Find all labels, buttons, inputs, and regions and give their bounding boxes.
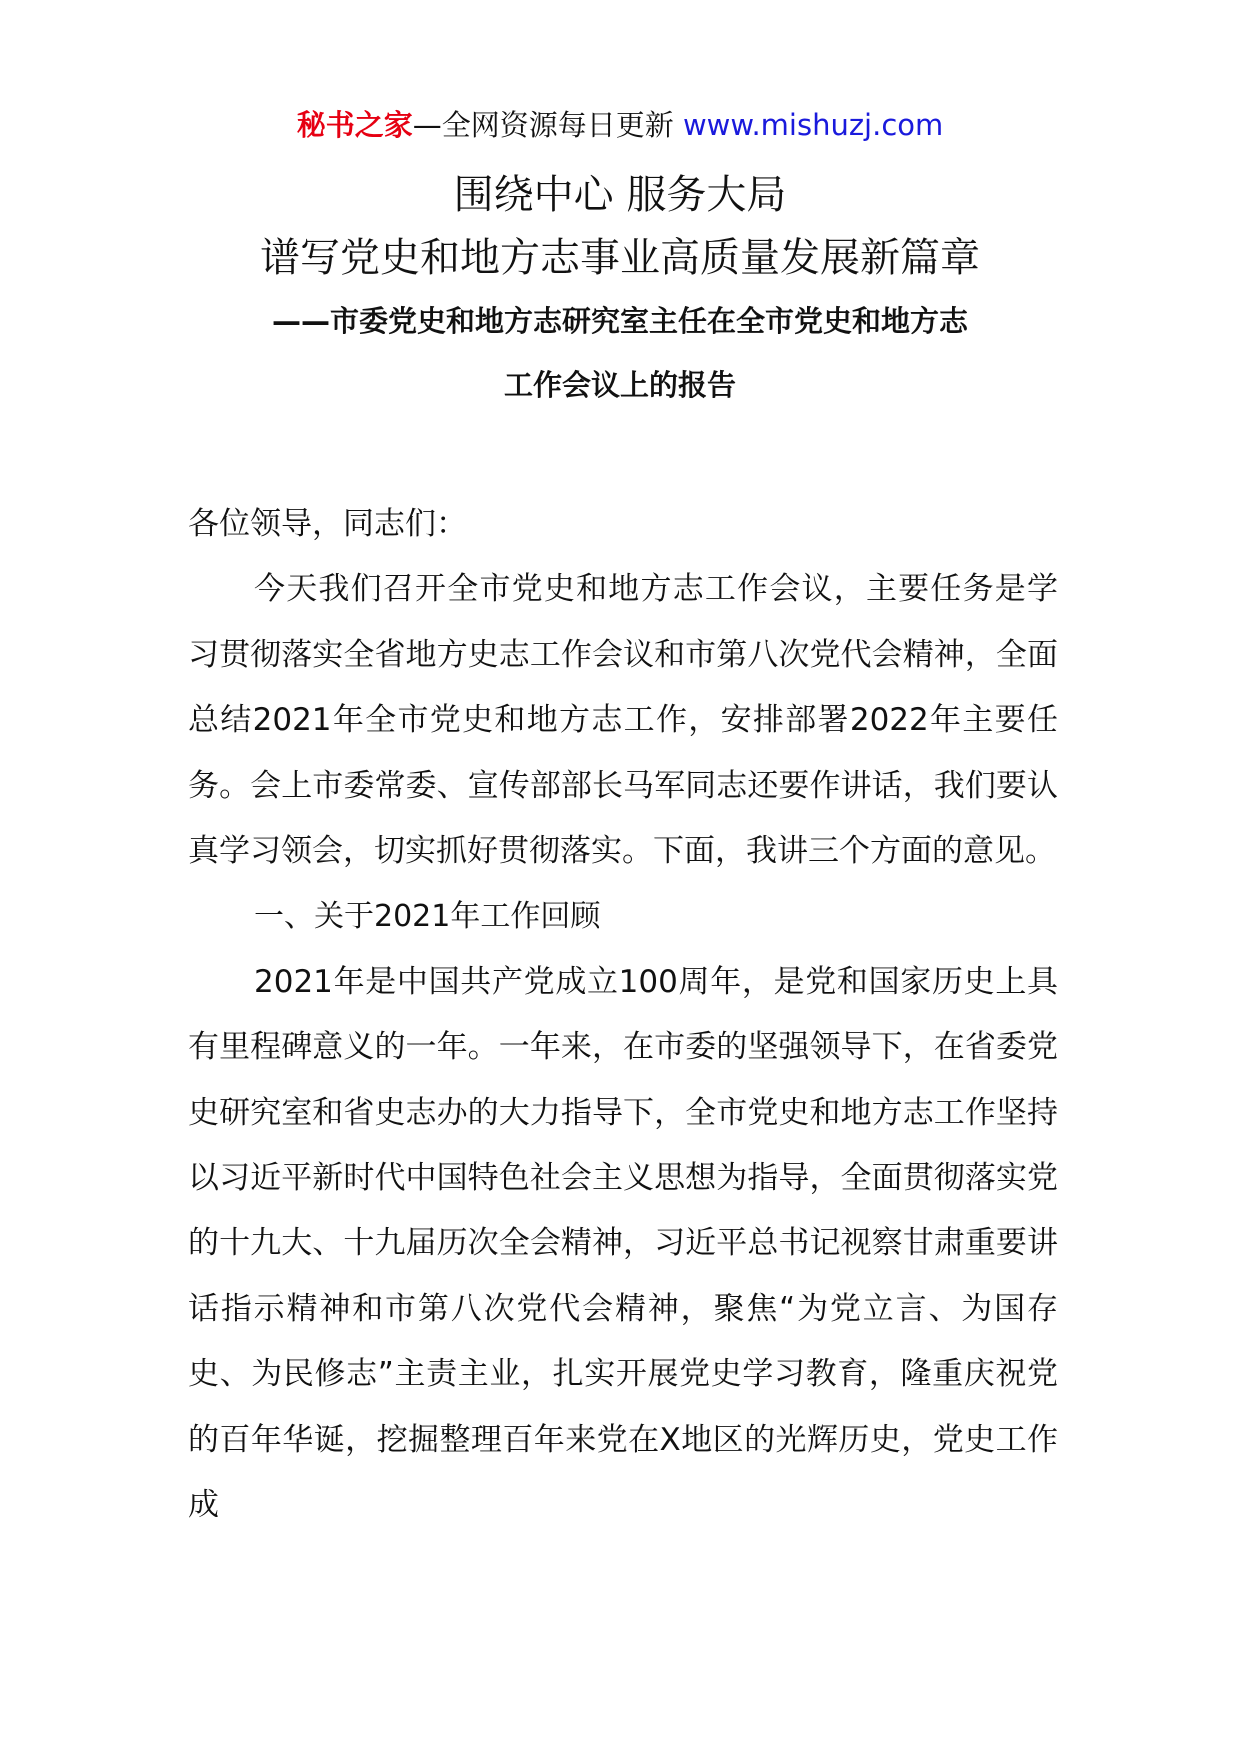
document-subtitle-line-2: 工作会议上的报告 — [503, 368, 736, 402]
section-heading: 一、关于2021年工作回顾 — [254, 899, 601, 935]
site-header — [0, 100, 1240, 150]
site-url-link[interactable]: www.mishuzj.com — [682, 108, 944, 142]
document-title-line-2: 谱写党史和地方志事业高质量发展新篇章 — [260, 235, 980, 281]
body-paragraph: 今天我们召开全市党史和地方志工作会议，主要任务是学习贯彻落实全省地方史志工作会议和市第八次党代会精神，全面总结2021年全市党史和地方志工作，安排部署2022年主要任务。会上市委常委、宣传部部长马军同志还要作讲话，我们要认真学习领会，切实抓好贯彻落实。下面，我讲三个方面的意见。 — [188, 571, 1058, 870]
document-subtitle-line-1: ——市委党史和地方志研究室主任在全市党史和地方志 — [271, 304, 968, 338]
brand-name: 秘书之家 — [296, 108, 413, 142]
document-title-line-1: 围绕中心 服务大局 — [453, 172, 787, 218]
document-body — [188, 492, 1058, 1539]
body-paragraph: 2021年是中国共产党成立100周年，是党和国家历史上具有里程碑意义的一年。一年来，在市委的坚强领导下，在省委党史研究室和省史志办的大力指导下，全市党史和地方志工作坚持以习近平新时代中国特色社会主义思想为指导，全面贯彻落实党的十九大、十九届历次全会精神，习近平总书记视察甘肃重要讲话指示精神和市第八次党代会精神，聚焦“为党立言、为国存史、为民修志”主责主业，扎实开展党史学习教育，隆重庆祝党的百年华诞，挖掘整理百年来党在X地区的光辉历史，党史工作成 — [188, 963, 1058, 1524]
greeting: 各位领导，同志们： — [188, 506, 467, 542]
header-tagline: —全网资源每日更新 — [412, 108, 674, 142]
